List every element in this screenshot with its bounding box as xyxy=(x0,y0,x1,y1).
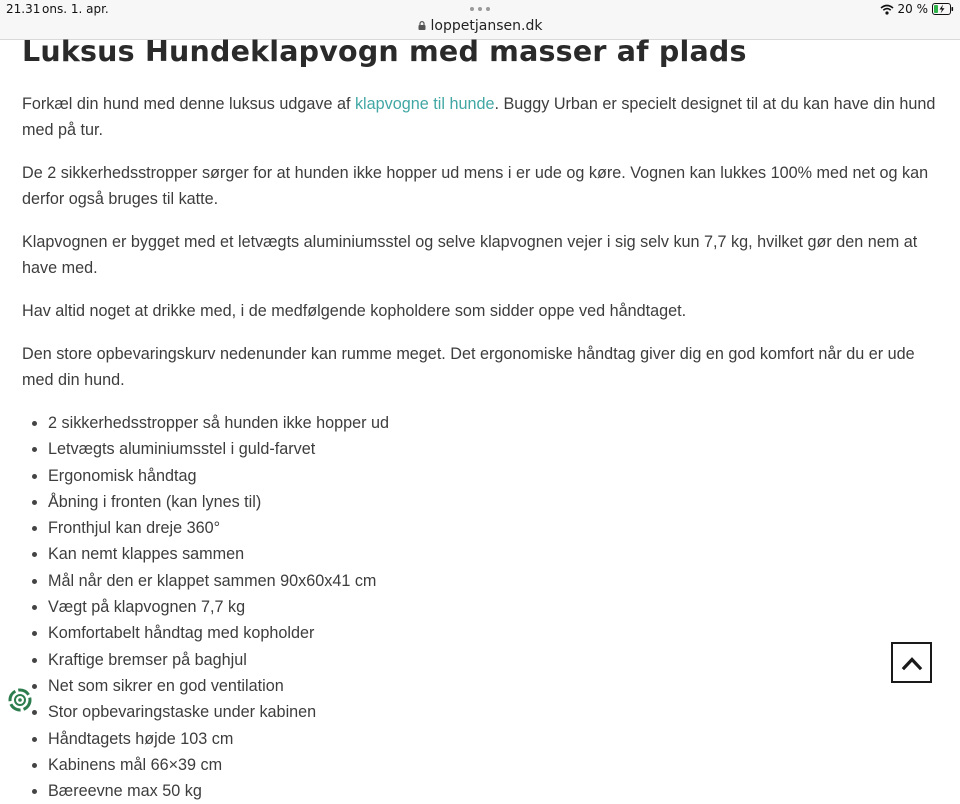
intro-paragraph xyxy=(22,91,947,143)
intro-text-after: . Buggy Urban er specielt designet til at du kan have din hund med på tur. xyxy=(22,95,936,139)
battery-charging-icon xyxy=(932,3,954,15)
url-text: loppetjansen.dk xyxy=(430,18,543,34)
storage-paragraph: Den store opbevaringskurv nedenunder kan rumme meget. Det ergonomiske håndtag giver dig en god komfort når du er ude med din hund. xyxy=(22,345,915,389)
list-item: Stor opbevaringstaske under kabinen xyxy=(22,699,947,725)
status-date: ons. 1. apr. xyxy=(42,2,109,16)
article-title: Luksus Hundeklapvogn med masser af plads xyxy=(22,35,747,68)
wifi-icon xyxy=(880,4,894,15)
list-item: Fronthjul kan dreje 360° xyxy=(22,515,947,541)
list-item: Kan nemt klappes sammen xyxy=(22,541,947,567)
list-item: Net som sikrer en god ventilation xyxy=(22,673,947,699)
clock-time: 21.31 xyxy=(6,2,41,16)
list-item: 2 sikkerhedsstropper så hunden ikke hopper ud xyxy=(22,410,947,436)
lock-icon xyxy=(418,21,426,30)
list-item: Vægt på klapvognen 7,7 kg xyxy=(22,594,947,620)
list-item: Komfortabelt håndtag med kopholder xyxy=(22,620,947,646)
list-item: Håndtagets højde 103 cm xyxy=(22,726,947,752)
list-item: Kraftige bremser på baghjul xyxy=(22,647,947,673)
list-item: Letvægts aluminiumsstel i guld-farvet xyxy=(22,436,947,462)
cupholder-paragraph: Hav altid noget at drikke med, i de medfølgende kopholdere som sidder oppe ved håndtaget. xyxy=(22,302,687,320)
klapvogne-link[interactable]: klapvogne til hunde xyxy=(354,95,495,113)
article-content xyxy=(22,33,947,804)
list-item: Bæreevne max 50 kg xyxy=(22,778,947,804)
list-item: Åbning i fronten (kan lynes til) xyxy=(22,489,947,515)
system-indicators xyxy=(880,1,955,17)
chevron-up-icon xyxy=(902,656,922,670)
list-item: Mål når den er klappet sammen 90x60x41 cm xyxy=(22,568,947,594)
scroll-to-top-button[interactable] xyxy=(891,642,932,683)
list-item: Ergonomisk håndtag xyxy=(22,463,947,489)
list-item: Kabinens mål 66×39 cm xyxy=(22,752,947,778)
feature-list xyxy=(22,410,947,804)
multitasking-dots-icon[interactable] xyxy=(470,7,492,11)
cookie-settings-icon[interactable] xyxy=(6,686,34,714)
intro-text-before: Forkæl din hund med denne luksus udgave af xyxy=(22,95,355,113)
safety-paragraph: De 2 sikkerhedsstropper sørger for at hunden ikke hopper ud mens i er ude og køre. Vognen kan lukkes 100% med net og kan derfor også bruges til katte. xyxy=(22,164,929,208)
address-bar[interactable] xyxy=(0,18,960,34)
battery-percent: 20 % xyxy=(897,2,928,16)
weight-paragraph: Klapvognen er bygget med et letvægts aluminiumsstel og selve klapvognen vejer i sig selv kun 7,7 kg, hvilket gør den nem at have med. xyxy=(22,233,918,277)
